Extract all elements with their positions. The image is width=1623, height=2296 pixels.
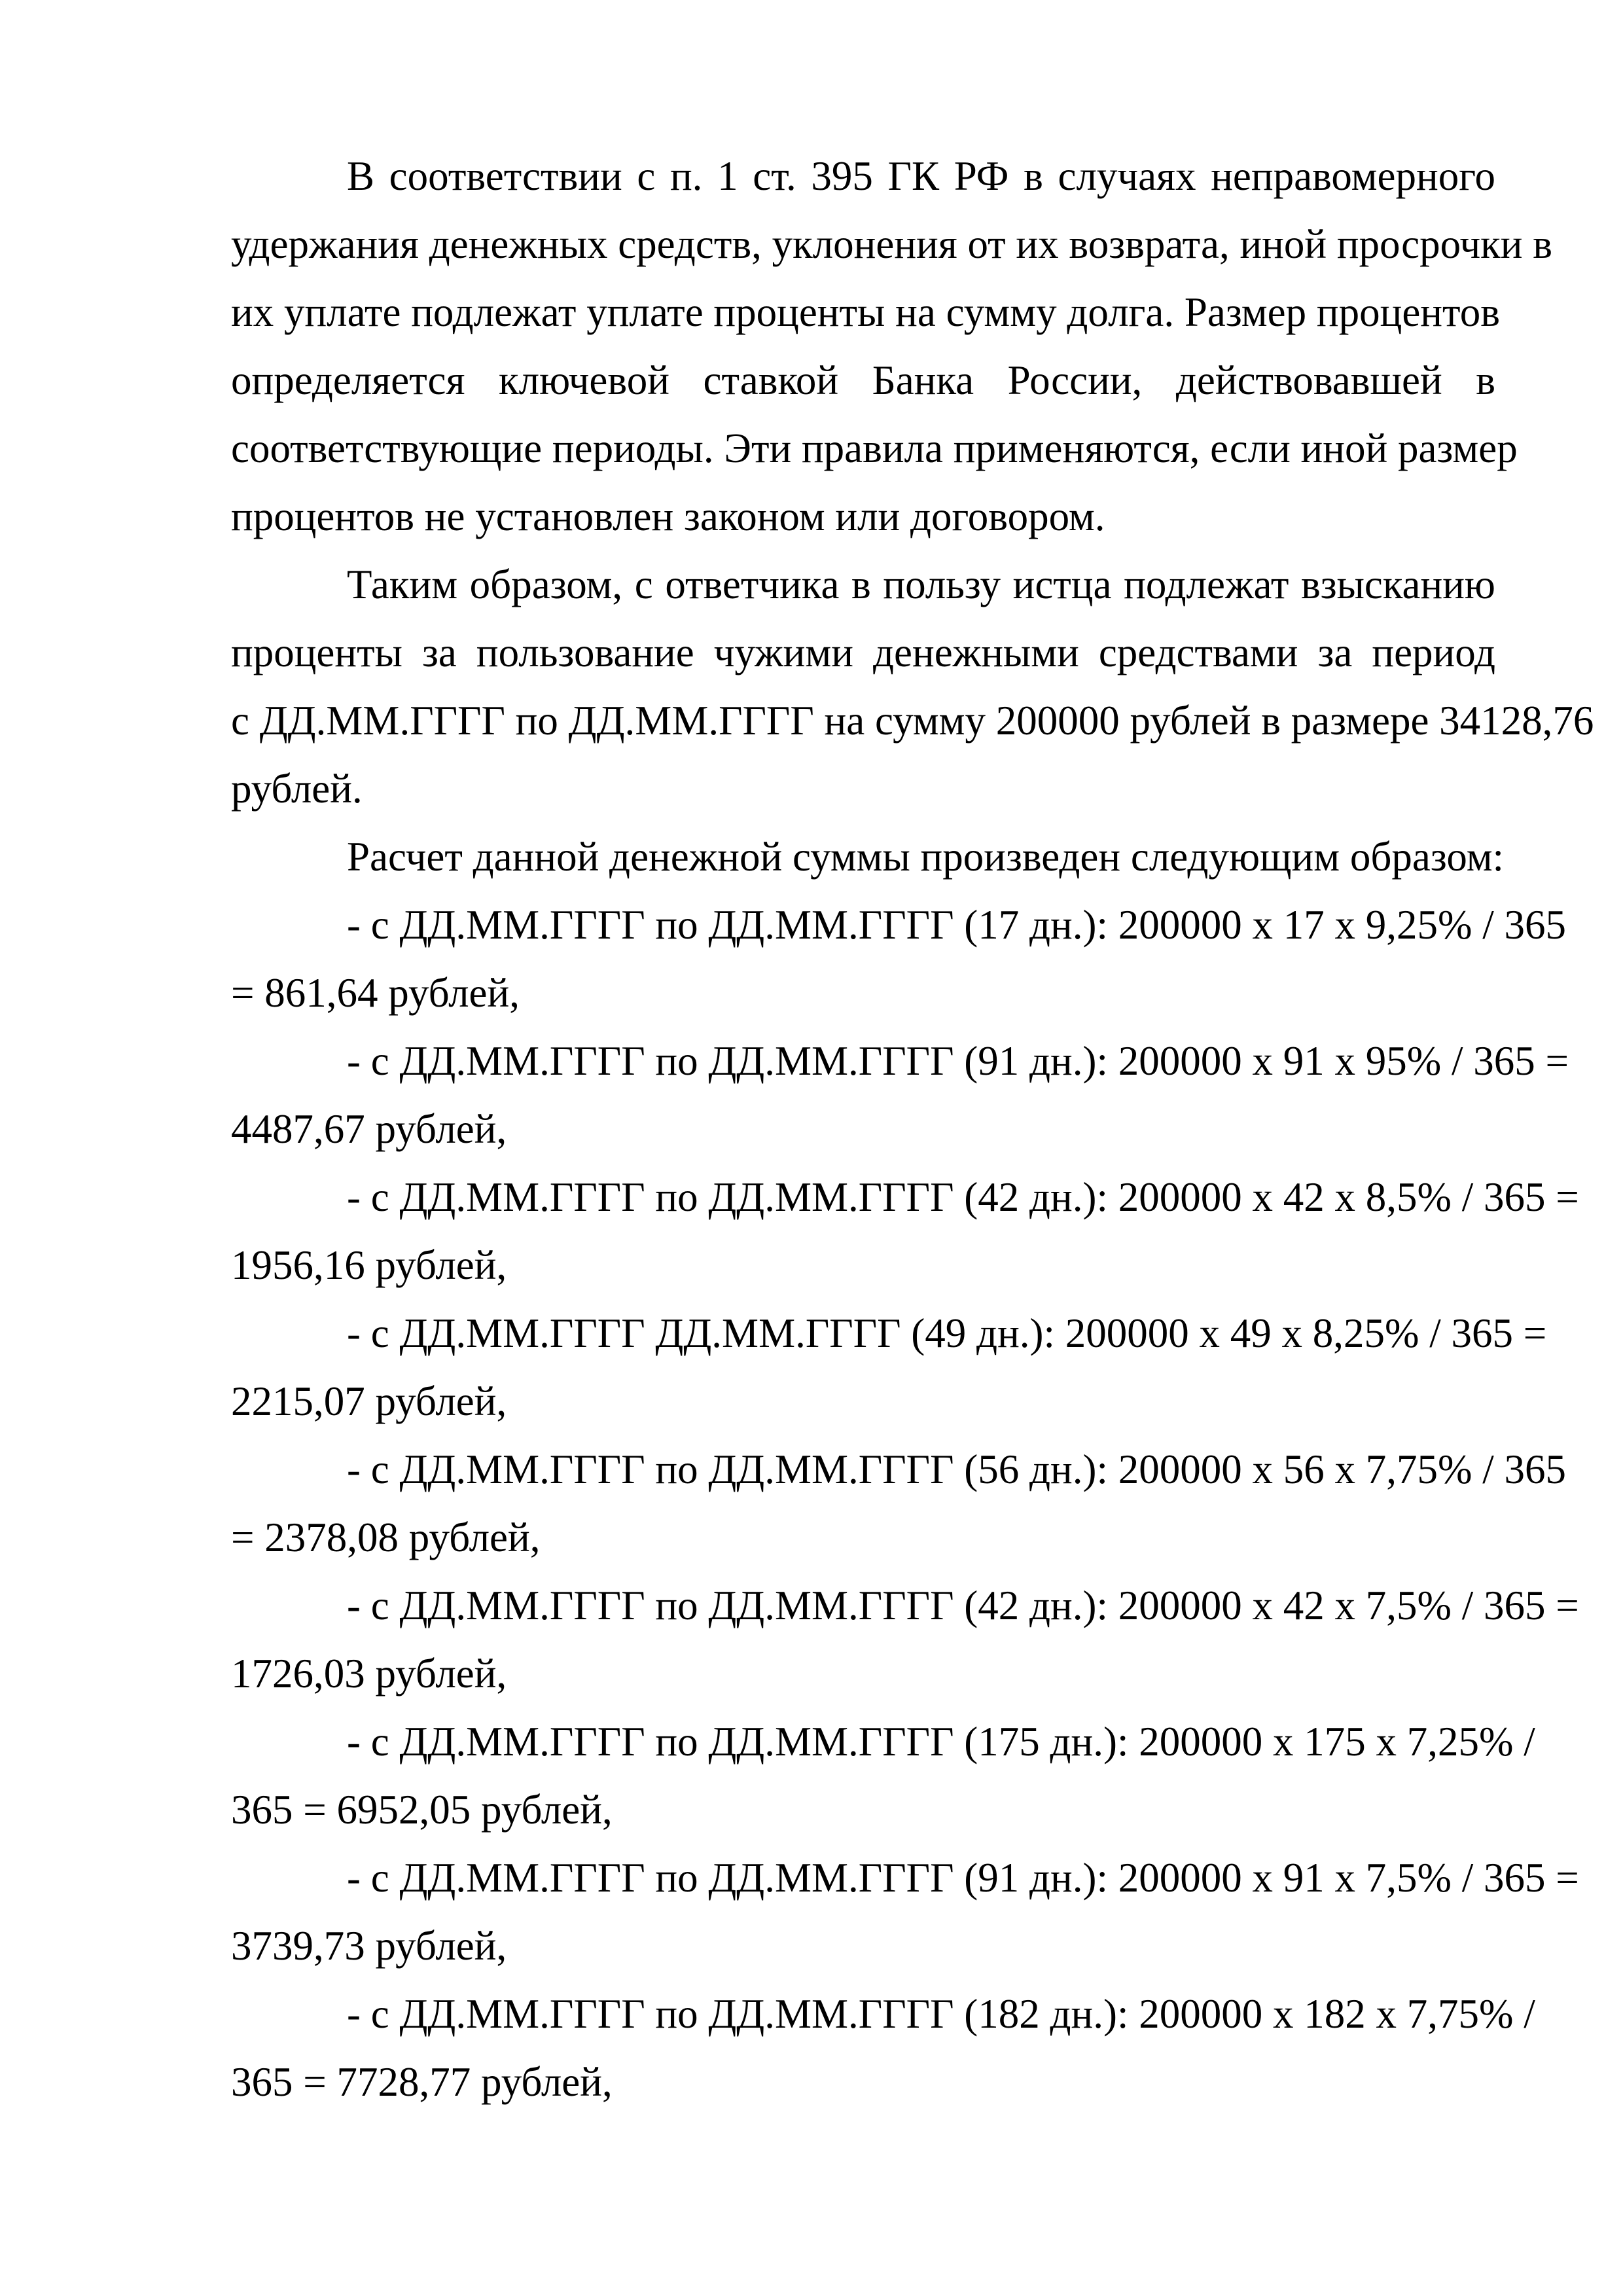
text-line: 1956,16 рублей, [231,1242,507,1288]
text-line: - с ДД.ММ.ГГГГ по ДД.ММ.ГГГГ (91 дн.): 200000 х 91 х 7,5% / 365 = [347,1855,1579,1901]
text-line: В соответствии с п. 1 ст. 395 ГК РФ в случаях неправомерного [347,153,1495,199]
text-line: - с ДД.ММ.ГГГГ по ДД.ММ.ГГГГ (175 дн.): 200000 х 175 х 7,25% / [347,1719,1535,1765]
text-line: - с ДД.ММ.ГГГГ по ДД.ММ.ГГГГ (182 дн.): 200000 х 182 х 7,75% / [347,1991,1535,2037]
text-line: их уплате подлежат уплате проценты на сумму долга. Размер процентов [231,289,1500,335]
text-line: 2215,07 рублей, [231,1378,507,1424]
text-line: определяется ключевой ставкой Банка России, действовавшей в [231,357,1495,403]
text-line: - с ДД.ММ.ГГГГ по ДД.ММ.ГГГГ (42 дн.): 200000 х 42 х 8,5% / 365 = [347,1174,1579,1220]
text-line: - с ДД.ММ.ГГГГ по ДД.ММ.ГГГГ (42 дн.): 200000 х 42 х 7,5% / 365 = [347,1583,1579,1628]
text-line: - с ДД.ММ.ГГГГ по ДД.ММ.ГГГГ (17 дн.): 200000 х 17 х 9,25% / 365 [347,902,1566,948]
text-line: удержания денежных средств, уклонения от их возврата, иной просрочки в [231,221,1552,267]
text-line: - с ДД.ММ.ГГГГ по ДД.ММ.ГГГГ (91 дн.): 200000 х 91 х 95% / 365 = [347,1038,1569,1084]
text-line: соответствующие периоды. Эти правила применяются, если иной размер [231,425,1518,471]
text-line: - с ДД.ММ.ГГГГ ДД.ММ.ГГГГ (49 дн.): 200000 х 49 х 8,25% / 365 = [347,1310,1547,1356]
text-line: = 2378,08 рублей, [231,1515,541,1560]
text-line: Расчет данной денежной суммы произведен следующим образом: [347,834,1505,880]
text-line: - с ДД.ММ.ГГГГ по ДД.ММ.ГГГГ (56 дн.): 200000 х 56 х 7,75% / 365 [347,1446,1566,1492]
text-line: 1726,03 рублей, [231,1651,507,1696]
text-block [231,142,1594,2116]
text-line: Таким образом, с ответчика в пользу истца подлежат взысканию [347,562,1495,607]
text-line: 4487,67 рублей, [231,1106,507,1152]
text-line: проценты за пользование чужими денежными средствами за период [231,630,1495,675]
text-line: = 861,64 рублей, [231,970,520,1016]
text-line: 3739,73 рублей, [231,1923,507,1969]
text-line: 365 = 7728,77 рублей, [231,2059,613,2105]
text-line: 365 = 6952,05 рублей, [231,1787,613,1833]
text-line: рублей. [231,766,363,812]
text-line: процентов не установлен законом или договором. [231,493,1105,539]
text-line: с ДД.ММ.ГГГГ по ДД.ММ.ГГГГ на сумму 200000 рублей в размере 34128,76 [231,698,1594,744]
